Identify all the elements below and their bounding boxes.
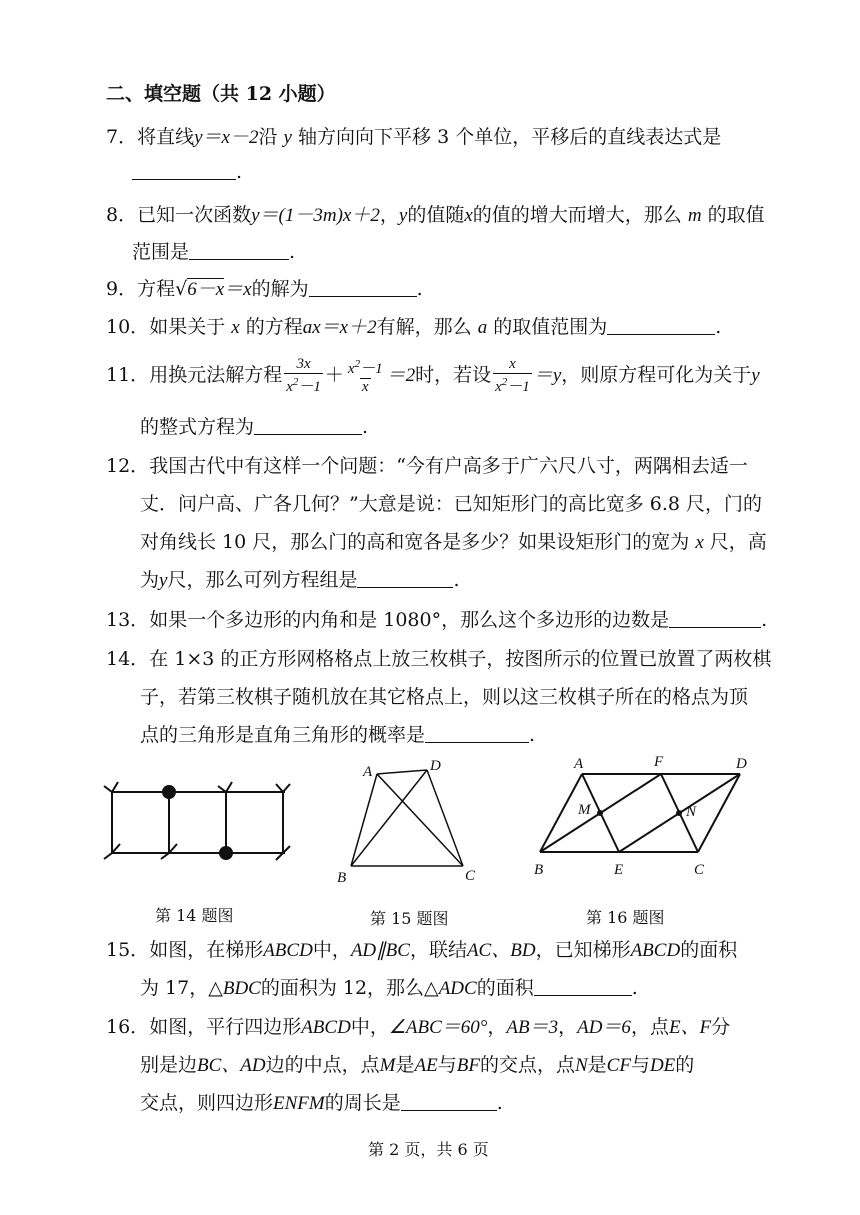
- q12-y: y: [159, 570, 168, 591]
- q11-line2-text: 的整式方程为: [140, 416, 255, 438]
- page-footer: 第 2 页，共 6 页: [368, 1140, 489, 1159]
- question-16: [106, 1015, 730, 1040]
- q16-l3-t2: 的周长是: [324, 1092, 401, 1114]
- q11-eq: ＝2: [386, 365, 416, 386]
- q12-number: 12．: [106, 455, 150, 477]
- q15-l2-t1: 为 17，△: [140, 977, 223, 999]
- q14-blank[interactable]: [425, 724, 529, 743]
- q10-number: 10．: [106, 316, 150, 338]
- q11-end: .: [362, 416, 369, 438]
- q11-f1-den-x: x: [286, 379, 293, 395]
- q11-f2-num: [346, 356, 385, 378]
- q16-m: M: [379, 1055, 396, 1076]
- q11-f3-den: [493, 373, 532, 396]
- q15-l2-t3: 的面积: [476, 977, 534, 999]
- q8-number: 8．: [106, 204, 138, 226]
- q12-blank[interactable]: [357, 569, 453, 588]
- q11-f1-num: 3x: [296, 356, 311, 372]
- label-M: M: [578, 802, 591, 818]
- q13-blank[interactable]: [669, 609, 761, 628]
- q8-line-2: [132, 240, 295, 264]
- q11-line-2: [140, 415, 368, 439]
- q12-line-4: [140, 568, 460, 593]
- q8-line2-text: 范围是: [132, 241, 190, 263]
- q16-l3-t1: 交点，则四边形: [140, 1092, 274, 1114]
- q7-text-mid: 沿: [258, 126, 278, 148]
- side-DC: [698, 774, 740, 852]
- q16-l2-t2: 边的中点，点: [265, 1054, 380, 1076]
- q16-blank[interactable]: [401, 1092, 497, 1111]
- q8-blank[interactable]: [189, 241, 289, 260]
- figure-14-caption: 第 14 题图: [155, 906, 234, 925]
- q12-line-2: 丈．问户高、广各几何？”大意是说：已知矩形门的高比宽多 6.8 尺，门的: [140, 493, 763, 515]
- q16-line-3: [140, 1091, 503, 1116]
- q16-end: .: [496, 1092, 503, 1114]
- question-14: [106, 647, 771, 671]
- label-D: D: [736, 756, 747, 772]
- question-9: [106, 277, 423, 302]
- q16-cf: CF: [606, 1055, 631, 1076]
- q8-x: x: [464, 205, 473, 226]
- q14-line-3: [140, 723, 535, 747]
- chess-piece: [219, 846, 233, 860]
- q12-line1: 我国古代中有这样一个问题：“今有户高多于广六尺八寸，两隅相去适一: [149, 455, 748, 477]
- q8-end: .: [289, 241, 296, 263]
- q8-text: 已知一次函数: [137, 204, 252, 226]
- point-N: [676, 810, 682, 816]
- q16-t5: ，点: [630, 1016, 669, 1038]
- q10-end: .: [715, 316, 722, 338]
- q15-acbd: AC、BD: [466, 940, 536, 961]
- side-AB: [351, 774, 377, 866]
- q8-text-mid2: 的值的增大而增大，那么: [472, 204, 682, 226]
- q11-eqy: ＝y: [533, 365, 562, 386]
- section-title: 二、填空题（共 12 小题）: [106, 83, 336, 105]
- label-A: A: [574, 756, 584, 772]
- q9-blank[interactable]: [309, 278, 417, 297]
- q16-t3: ，: [487, 1016, 507, 1038]
- question-10: [106, 315, 721, 340]
- q8-expression: y＝(1－3m)x＋2: [251, 205, 380, 226]
- label-F: F: [654, 754, 664, 770]
- q16-t6: 分: [711, 1016, 731, 1038]
- q11-f1-sq: 2: [292, 376, 299, 388]
- q11-f2-den: x: [361, 379, 369, 395]
- label-C: C: [465, 868, 476, 884]
- q16-bf: BF: [456, 1055, 480, 1076]
- q11-f3-den-x: x: [495, 379, 502, 395]
- q12-line4-text: 尺，那么可列方程组是: [167, 569, 358, 591]
- q16-ae: AE: [414, 1055, 438, 1076]
- q15-l2-t2: 的面积为 12，那么△: [260, 977, 439, 999]
- q7-end: .: [236, 161, 243, 183]
- diagonal-BD: [351, 770, 427, 866]
- q16-ab: AB＝3: [506, 1017, 559, 1038]
- q16-t1: 如图，平行四边形: [149, 1016, 302, 1038]
- q9-end: .: [416, 278, 423, 300]
- q15-adc: ADC: [438, 978, 477, 999]
- q16-n: N: [574, 1055, 588, 1076]
- question-7: [106, 125, 721, 150]
- q10-x: x: [231, 317, 240, 338]
- question-12: [106, 454, 748, 478]
- q15-bdc: BDC: [222, 978, 261, 999]
- q11-f3-minus: －1: [507, 379, 530, 395]
- q9-sqrt-content: 6－x: [187, 279, 225, 300]
- q11-f1-minus: －1: [298, 379, 321, 395]
- q11-blank[interactable]: [254, 416, 362, 435]
- q11-f2-num-x: x: [347, 361, 355, 377]
- q16-line-2: [140, 1053, 694, 1078]
- q16-l2-t3: 是: [395, 1054, 415, 1076]
- q16-enfm: ENFM: [273, 1093, 325, 1114]
- q15-blank[interactable]: [534, 977, 632, 996]
- figure-15-trapezoid: [335, 756, 475, 886]
- q11-number: 11．: [106, 364, 150, 386]
- label-C: C: [694, 862, 705, 878]
- q9-number: 9．: [106, 278, 138, 300]
- tick-mark: [276, 784, 290, 792]
- figure-16-caption: 第 16 题图: [586, 908, 665, 927]
- label-N: N: [686, 804, 697, 820]
- q16-ad: AD＝6: [577, 1017, 631, 1038]
- q16-abcd: ABCD: [301, 1017, 351, 1038]
- q15-t5: 的面积: [680, 939, 738, 961]
- q12-line4-pre: 为: [140, 569, 160, 591]
- q11-plus: ＋: [324, 364, 344, 386]
- q10-text-mid: 的方程: [245, 316, 303, 338]
- q15-t4: ，已知梯形: [535, 939, 631, 961]
- q16-de: DE: [649, 1055, 676, 1076]
- label-A: A: [363, 764, 373, 780]
- q16-l2-t4: 与: [437, 1054, 457, 1076]
- question-8: [106, 203, 765, 228]
- q11-fraction-2: [346, 356, 385, 396]
- q16-t2: 中，: [350, 1016, 389, 1038]
- figure-16-parallelogram: [528, 752, 768, 882]
- figure-15-caption: 第 15 题图: [370, 909, 449, 928]
- q11-text-mid: 时，若设: [415, 364, 492, 386]
- q8-m: m: [687, 205, 702, 226]
- q8-y: y: [398, 205, 408, 226]
- q15-line-2: [140, 976, 638, 1001]
- tick-mark: [104, 782, 118, 792]
- q11-f2-minus: －1: [360, 361, 383, 377]
- q7-number: 7．: [106, 126, 138, 148]
- q7-text: 将直线: [137, 126, 195, 148]
- q14-line1: 在 1×3 的正方形网格格点上放三枚棋子，按图所示的位置已放置了两枚棋: [149, 648, 772, 670]
- q12-line3-text: 对角线长 10 尺，那么门的高和宽各是多少？如果设矩形门的宽为: [140, 531, 690, 553]
- q9-text: 方程: [137, 278, 176, 300]
- side-AD: [377, 770, 427, 774]
- q11-fraction-3: [493, 356, 532, 396]
- q14-line-2: 子，若第三枚棋子随机放在其它格点上，则以这三枚棋子所在的格点为顶: [140, 686, 749, 708]
- q7-expression: y＝x－2: [194, 127, 259, 148]
- q15-end: .: [631, 977, 638, 999]
- q11-text: 用换元法解方程: [149, 364, 283, 386]
- point-M: [597, 810, 603, 816]
- q8-comma: ，: [379, 204, 399, 226]
- q12-line-3: [140, 530, 767, 555]
- q10-a: a: [477, 317, 488, 338]
- q16-angle: ∠ABC＝60°: [388, 1017, 488, 1038]
- q13-number: 13．: [106, 609, 150, 631]
- q7-text-post: 轴方向向下平移 3 个单位，平移后的直线表达式是: [298, 126, 722, 148]
- q16-t4: ，: [558, 1016, 578, 1038]
- q15-number: 15．: [106, 939, 150, 961]
- q9-eq: ＝x: [224, 279, 252, 300]
- side-AB: [540, 774, 582, 852]
- q7-blank[interactable]: [132, 161, 236, 180]
- figure-14-grid: [100, 780, 300, 870]
- q11-f1-den: [284, 373, 323, 396]
- question-11: [106, 355, 760, 396]
- q15-t1: 如图，在梯形: [149, 939, 264, 961]
- q7-answer-line: [132, 160, 242, 184]
- q10-text-mid2: 有解，那么: [376, 316, 472, 338]
- q14-number: 14．: [106, 648, 150, 670]
- q16-l2-t1: 别是边: [140, 1054, 198, 1076]
- q12-x: x: [695, 532, 704, 553]
- q16-number: 16．: [106, 1016, 150, 1038]
- label-B: B: [534, 862, 544, 878]
- q15-t2: 中，: [312, 939, 351, 961]
- q16-l2-t7: 与: [630, 1054, 650, 1076]
- q11-f3-sq: 2: [501, 376, 508, 388]
- chess-piece: [162, 785, 176, 799]
- q9-sqrt: √6－x: [175, 278, 225, 300]
- q10-text-post: 的取值范围为: [493, 316, 608, 338]
- q11-y: y: [751, 365, 760, 386]
- side-DC: [427, 770, 463, 866]
- label-E: E: [614, 862, 624, 878]
- q8-text-mid: 的值随: [407, 204, 465, 226]
- q8-text-post: 的取值: [707, 204, 765, 226]
- q13-end: .: [761, 609, 768, 631]
- q11-f2-sq: 2: [354, 358, 361, 370]
- q10-blank[interactable]: [607, 316, 715, 335]
- q9-text-post: 的解为: [251, 278, 309, 300]
- q7-axis: y: [283, 127, 292, 148]
- q11-fraction-1: [284, 356, 323, 396]
- q15-abcd2: ABCD: [630, 940, 681, 961]
- q15-t3: ，联结: [409, 939, 467, 961]
- q10-expression: ax＝x＋2: [302, 317, 377, 338]
- q13-text: 如果一个多边形的内角和是 1080°，那么这个多边形的边数是: [149, 609, 670, 631]
- q15-adbc: AD∥BC: [350, 940, 410, 961]
- q10-text: 如果关于: [149, 316, 226, 338]
- question-15: [106, 938, 737, 963]
- q14-line3-text: 点的三角形是直角三角形的概率是: [140, 724, 426, 746]
- q14-end: .: [529, 724, 536, 746]
- q11-f3-num: x: [509, 356, 516, 372]
- diagonal-AC: [377, 774, 463, 866]
- q12-line3-end: 尺，高: [709, 531, 767, 553]
- q16-l2-t6: 是: [587, 1054, 607, 1076]
- q16-l2-t8: 的: [675, 1054, 695, 1076]
- q16-bcad: BC、AD: [197, 1055, 266, 1076]
- q16-l2-t5: 的交点，点: [479, 1054, 575, 1076]
- tick-mark: [218, 782, 232, 792]
- label-B: B: [337, 870, 347, 886]
- q16-ef: E、F: [668, 1017, 712, 1038]
- question-13: [106, 608, 767, 632]
- q12-end: .: [453, 569, 460, 591]
- q15-abcd: ABCD: [263, 940, 313, 961]
- label-D: D: [430, 758, 441, 774]
- q11-text-post: ，则原方程可化为关于: [561, 364, 752, 386]
